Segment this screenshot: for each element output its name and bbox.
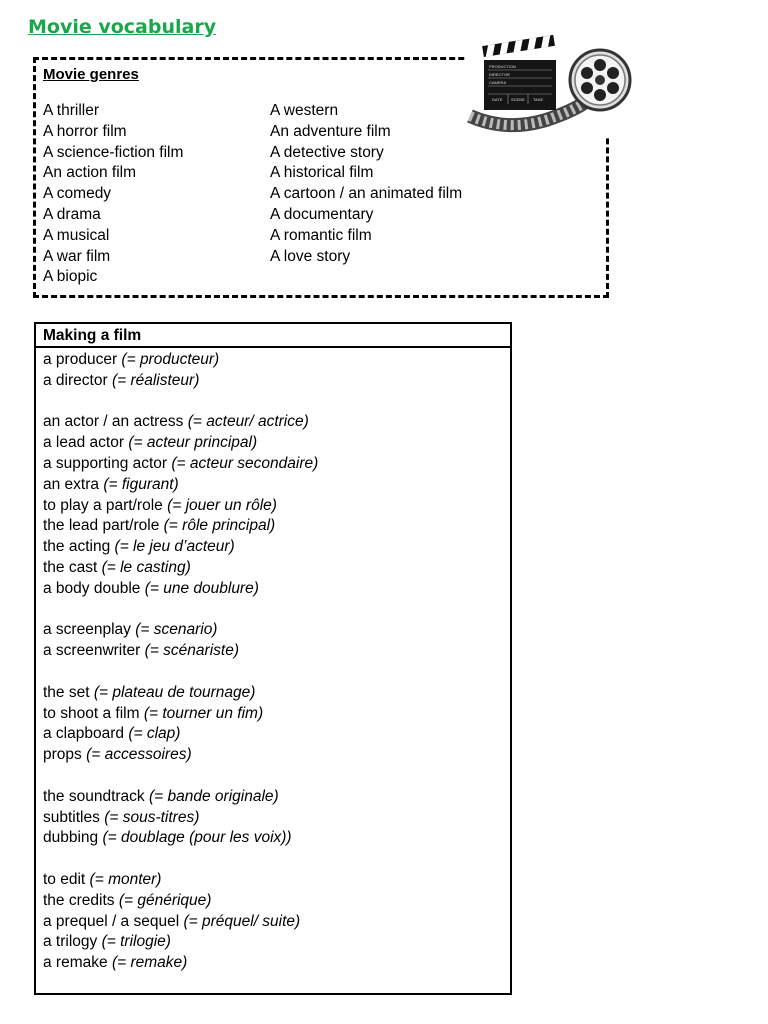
clapper-line: DIRECTOR — [489, 72, 510, 77]
vocab-translation: (= acteur/ actrice) — [187, 413, 309, 431]
vocab-translation: (= préquel/ suite) — [183, 912, 301, 930]
genre-item: A comedy — [43, 185, 112, 203]
genre-item: A drama — [43, 205, 101, 223]
vocab-term: a lead actor — [43, 434, 124, 452]
vocab-term: a body double — [43, 579, 141, 597]
spacer-line — [43, 600, 318, 621]
vocab-term: subtitles — [43, 808, 100, 826]
vocab-translation: (= bande originale) — [149, 787, 279, 805]
vocab-term: a screenwriter — [43, 642, 141, 660]
making-a-film-box — [34, 322, 512, 995]
genre-item: A romantic film — [270, 226, 372, 244]
vocab-item — [43, 724, 318, 745]
vocab-translation: (= tourner un fim) — [143, 704, 264, 722]
vocab-translation: (= le jeu d’acteur) — [114, 538, 235, 556]
genre-item: A biopic — [43, 268, 98, 286]
genre-item: A detective story — [270, 143, 384, 161]
vocab-item — [43, 496, 318, 517]
spacer-line — [43, 392, 318, 413]
movie-genres-heading: Movie genres — [43, 66, 139, 83]
vocab-item — [43, 641, 318, 662]
genre-item: A war film — [43, 247, 111, 265]
vocab-item — [43, 412, 318, 433]
vocab-item — [43, 808, 318, 829]
vocab-item — [43, 350, 318, 371]
genre-item: An adventure film — [270, 122, 391, 140]
genre-item: A western — [270, 102, 339, 119]
vocab-translation: (= producteur) — [121, 351, 220, 368]
vocab-item — [43, 558, 318, 579]
vocab-translation: (= figurant) — [103, 475, 179, 493]
vocab-translation: (= acteur secondaire) — [171, 454, 319, 472]
vocab-term: to play a part/role — [43, 496, 163, 514]
vocab-term: a screenplay — [43, 621, 131, 639]
vocab-item — [43, 537, 318, 558]
vocab-translation: (= scénariste) — [144, 642, 239, 660]
genre-item: A musical — [43, 226, 110, 244]
vocab-translation: (= plateau de tournage) — [93, 683, 256, 701]
vocab-item — [43, 745, 318, 766]
genre-item: An action film — [43, 164, 137, 182]
vocab-term: the cast — [43, 558, 98, 576]
vocab-term: a remake — [43, 954, 108, 972]
vocab-translation: (= remake) — [111, 954, 188, 972]
vocab-term: to edit — [43, 870, 86, 888]
vocab-translation: (= clap) — [128, 725, 181, 743]
vocab-term: a director — [43, 371, 108, 389]
vocab-translation: (= générique) — [118, 891, 212, 909]
vocab-item — [43, 683, 318, 704]
vocab-translation: (= monter) — [89, 870, 162, 888]
genre-item: A historical film — [270, 164, 374, 182]
clapper-line: PRODUCTION — [489, 64, 516, 69]
vocab-item — [43, 454, 318, 475]
vocab-term: the soundtrack — [43, 787, 145, 805]
vocab-term: the lead part/role — [43, 517, 160, 535]
spacer-line — [43, 849, 318, 870]
vocab-item — [43, 932, 318, 953]
vocab-term: a producer — [43, 351, 118, 368]
vocab-term: dubbing — [43, 829, 99, 847]
vocab-term: a trilogy — [43, 933, 98, 951]
making-a-film-list — [43, 350, 318, 974]
vocab-term: an extra — [43, 475, 100, 493]
genre-item: A thriller — [43, 102, 99, 119]
vocab-item — [43, 828, 318, 849]
vocab-item — [43, 787, 318, 808]
vocab-term: a clapboard — [43, 725, 125, 743]
vocab-item — [43, 912, 318, 933]
vocab-item — [43, 516, 318, 537]
vocab-term: an actor / an actress — [43, 413, 184, 431]
genre-item: A horror film — [43, 122, 127, 140]
spacer-line — [43, 766, 318, 787]
genre-item: A documentary — [270, 205, 374, 223]
making-a-film-header-row — [36, 324, 510, 348]
genres-list-right — [270, 101, 462, 267]
vocab-item — [43, 704, 318, 725]
making-a-film-heading: Making a film — [43, 327, 142, 344]
clapper-line: SCENE — [511, 97, 525, 102]
vocab-item — [43, 579, 318, 600]
vocab-translation: (= acteur principal) — [128, 434, 258, 452]
vocab-item — [43, 870, 318, 891]
vocab-translation: (= doublage (pour les voix)) — [102, 829, 292, 847]
vocab-translation: (= scenario) — [135, 621, 218, 639]
page-title: Movie vocabulary — [28, 16, 217, 38]
vocab-translation: (= jouer un rôle) — [167, 496, 277, 514]
clapper-line: TAKE — [533, 97, 544, 102]
genre-item: A science-fiction film — [43, 143, 184, 161]
vocab-term: the credits — [43, 891, 115, 909]
vocab-translation: (= trilogie) — [101, 933, 171, 951]
genres-list-left — [43, 101, 183, 288]
vocab-term: the set — [43, 683, 90, 701]
genre-item: A love story — [270, 247, 351, 265]
vocab-translation: (= accessoires) — [86, 746, 192, 764]
clapper-line: DATE — [492, 97, 503, 102]
vocab-term: a prequel / a sequel — [43, 912, 180, 930]
vocab-translation: (= une doublure) — [144, 579, 259, 597]
vocab-item — [43, 891, 318, 912]
vocab-item — [43, 953, 318, 974]
vocab-translation: (= rôle principal) — [163, 517, 276, 535]
vocab-item — [43, 371, 318, 392]
vocab-term: props — [43, 746, 82, 764]
vocab-term: a supporting actor — [43, 454, 168, 472]
spacer-line — [43, 662, 318, 683]
vocab-translation: (= sous-titres) — [104, 808, 200, 826]
genre-item: A cartoon / an animated film — [270, 185, 463, 203]
vocab-item — [43, 475, 318, 496]
vocab-item — [43, 433, 318, 454]
vocab-term: to shoot a film — [43, 704, 140, 722]
clapperboard-film-reel-icon — [466, 34, 632, 138]
clapper-line: CAMERA — [489, 80, 507, 85]
vocab-translation: (= le casting) — [101, 558, 191, 576]
vocab-translation: (= réalisteur) — [111, 371, 200, 389]
vocab-item — [43, 620, 318, 641]
vocab-term: the acting — [43, 538, 111, 556]
